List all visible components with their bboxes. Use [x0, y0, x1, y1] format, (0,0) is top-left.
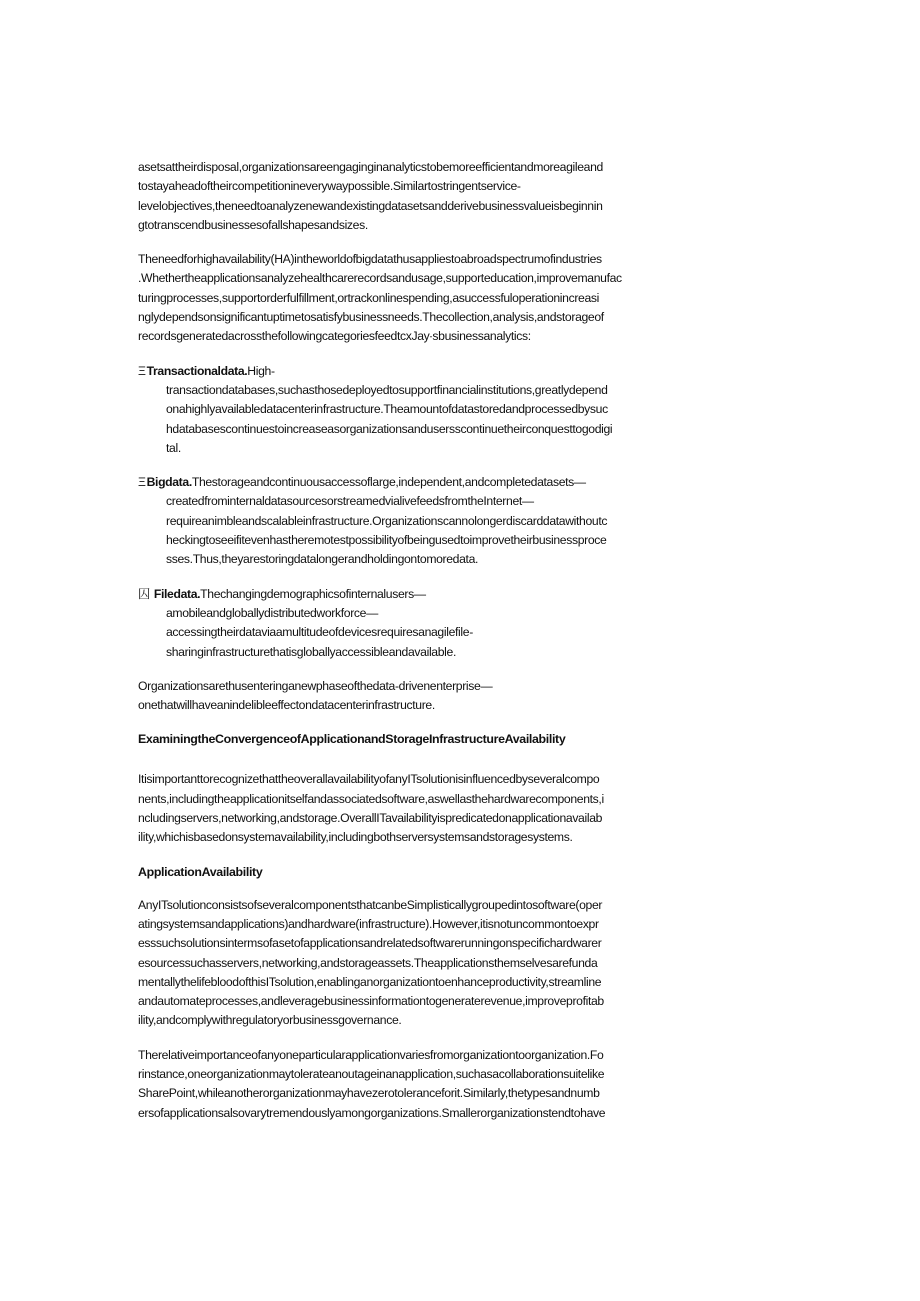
text-line: Theneedforhighavailability(HA)intheworldofbigdatathusappliestoabroadspectrumofindustries	[138, 252, 602, 267]
text-line: .Whethertheapplicationsanalyzehealthcarerecordsandusage,supporteducation,improvemanufac	[138, 271, 622, 286]
bullet-marker-icon: Ξ	[138, 363, 146, 378]
bullet-marker-icon: Ξ	[138, 475, 146, 490]
text-line: onahighlyavailabledatacenterinfrastructure.Theamountofdatastoredandprocessedbysuc	[166, 402, 608, 417]
bullet-file-data	[138, 585, 676, 662]
text-line: requireanimbleandscalableinfrastructure.Organizationscannolongerdiscarddatawithoutc	[166, 513, 608, 528]
text-line: ersofapplicationsalsovarytremendouslyamongorganizations.Smallerorganizationstendtohave	[138, 1105, 606, 1120]
text-line: ItisimportanttorecognizethattheoverallavailabilityofanyITsolutionisinfluencedbyseveralcompo	[138, 772, 600, 787]
text-line: sses.Thus,theyarestoringdatalongerandholdingontomoredata.	[166, 552, 479, 567]
bullet-big-data	[138, 473, 676, 569]
text-line: esourcessuchasservers,networking,andstorageassets.Theapplicationsthemselvesarefunda	[138, 955, 598, 970]
text-line: transactiondatabases,suchasthosedeployedtosupportfinancialinstitutions,greatlydepend	[166, 382, 608, 397]
text-line: gtotranscendbusinessesofallshapesandsizes.	[138, 217, 368, 232]
text-line: esssuchsolutionsintermsofasetofapplicationsandrelatedsoftwarerunningonspecifichardwarer	[138, 936, 602, 951]
text-line: Organizationsarethusenteringanewphaseofthedata-drivenenterprise—	[138, 678, 493, 693]
text-line: andautomateprocesses,andleveragebusinessinformationtogeneraterevenue,improveprofitab	[138, 994, 604, 1009]
text-line: createdfrominternaldatasourcesorstreamedvialivefeedsfromtheInternet—	[166, 494, 534, 509]
bullet-marker-icon: 囚	[138, 586, 150, 601]
text-line: turingprocesses,supportorderfulfillment,ortrackonlinespending,asuccessfuloperationincreasi	[138, 290, 600, 305]
text-line: recordsgeneratedacrossthefollowingcategoriesfeedtcxJay∙sbusinessanalytics:	[138, 329, 531, 344]
bullet-first-text: High-	[247, 363, 275, 378]
bullet-lead-term: Filedata.	[150, 586, 201, 601]
text-line: ility,whichisbasedonsystemavailability,includingbothserversystemsandstoragesystems.	[138, 830, 573, 845]
phase-paragraph	[138, 677, 676, 716]
section-heading-convergence: ExaminingtheConvergenceofApplicationandStorageInfrastructureAvailability	[138, 732, 566, 747]
text-line: tostayaheadoftheircompetitionineverywaypossible.Similartostringentservice-	[138, 179, 521, 194]
application-availability-paragraph	[138, 896, 676, 1031]
text-line: mentallythelifebloodofthisITsolution,enablinganorganizationtoenhanceproductivity,streamline	[138, 974, 602, 989]
bullet-lead-term: Transactionaldata.	[146, 363, 248, 378]
convergence-paragraph	[138, 770, 676, 847]
section-heading-application-availability: ApplicationAvailability	[138, 864, 263, 879]
text-line: SharePoint,whileanotherorganizationmayhavezerotoleranceforit.Similarly,thetypesandnumb	[138, 1086, 600, 1101]
bullet-lead-term: Bigdata.	[146, 475, 192, 490]
importance-paragraph	[138, 1046, 676, 1123]
text-line: AnyITsolutionconsistsofseveralcomponentsthatcanbeSimplisticallygroupedintosoftware(oper	[138, 897, 603, 912]
text-line: heckingtoseeifitevenhastheremotestpossibilityofbeingusedtoimprovetheirbusinessproce	[166, 533, 607, 548]
bullet-first-line	[138, 473, 676, 492]
bullet-first-line	[138, 585, 676, 604]
intro-paragraph	[138, 158, 676, 235]
text-line: ility,andcomplywithregulatoryorbusinessgovernance.	[138, 1013, 402, 1028]
text-line: onethatwillhaveanindelibleeffectondatacenterinfrastructure.	[138, 698, 435, 713]
text-line: sharinginfrastructurethatisgloballyaccessibleandavailable.	[166, 644, 456, 659]
text-line: Therelativeimportanceofanyoneparticularapplicationvariesfromorganizationtoorganization.Fo	[138, 1047, 604, 1062]
bullet-transactional-data	[138, 362, 676, 458]
text-line: accessingtheirdataviaamultitudeofdevicesrequiresanagilefile-	[166, 625, 473, 640]
text-line: levelobjectives,theneedtoanalyzenewandexistingdatasetsandderivebusinessvalueisbeginnin	[138, 198, 603, 213]
ha-paragraph	[138, 250, 676, 346]
text-line: atingsystemsandapplications)andhardware(infrastructure).However,itisnotuncommontoexpr	[138, 916, 599, 931]
text-line: amobileandgloballydistributedworkforce—	[166, 605, 378, 620]
bullet-first-text: Thestorageandcontinuousaccessoflarge,independent,andcompletedatasets—	[191, 475, 586, 490]
document-page	[138, 158, 676, 1138]
text-line: nglydependsonsignificantuptimetosatisfybusinessneeds.Thecollection,analysis,andstorageof	[138, 310, 604, 325]
text-line: nents,includingtheapplicationitselfandassociatedsoftware,aswellasthehardwarecomponents,i	[138, 791, 604, 806]
text-line: rinstance,oneorganizationmaytolerateanoutageinanapplication,suchasacollaborationsuitelike	[138, 1066, 605, 1081]
text-line: tal.	[166, 440, 181, 455]
text-line: ncludingservers,networking,andstorage.OverallITavailabilityispredicatedonapplicationavailab	[138, 811, 603, 826]
text-line: hdatabasescontinuestoincreaseasorganizationsandusersscontinuetheirconquesttogodigi	[166, 421, 613, 436]
bullet-first-line	[138, 362, 676, 381]
text-line: asetsattheirdisposal,organizationsareengaginginanalyticstobemoreefficientandmoreagileand	[138, 160, 603, 174]
bullet-first-text: Thechangingdemographicsofinternalusers—	[200, 586, 426, 601]
